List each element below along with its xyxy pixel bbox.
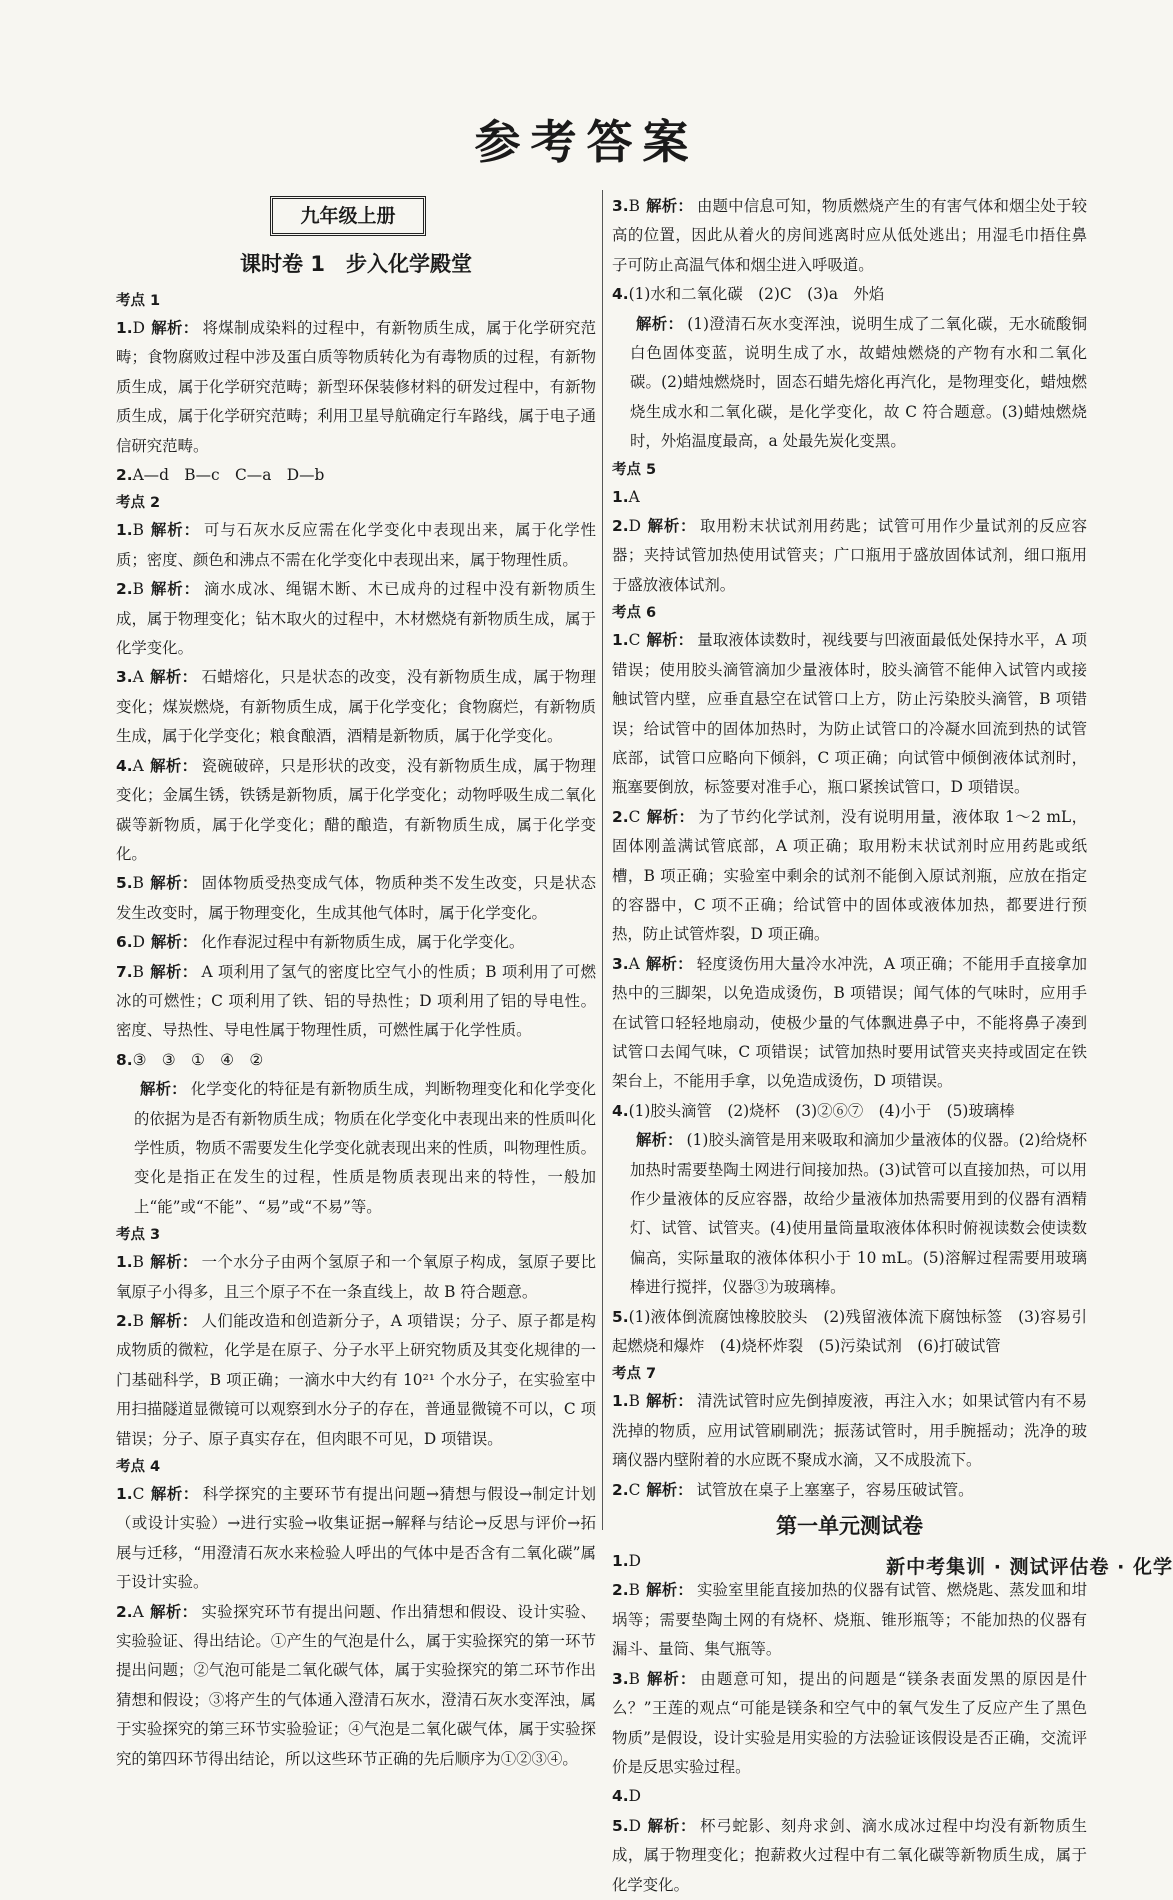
explanation-label: 解析： [149, 1253, 198, 1272]
answer-item [612, 1812, 1087, 1900]
item-answer: D [132, 319, 145, 337]
explanation-label: 解析： [646, 631, 694, 650]
item-number: 4. [612, 1101, 629, 1120]
item-answer: A [132, 668, 144, 687]
item-number: 1. [116, 521, 133, 540]
item-number: 1. [612, 1392, 629, 1411]
item-number: 5. [116, 874, 133, 893]
answer-item [116, 958, 596, 1046]
item-answer: (1)液体倒流腐蚀橡胶胶头 (2)残留液体流下腐蚀标签 (3)容易引起燃烧和爆炸 (4)烧杯炸裂 (5)污染试剂 (6)打破试管 [612, 1307, 1087, 1356]
answer-item [612, 803, 1087, 950]
explanation-label: 解析： [149, 668, 198, 687]
answer-item [116, 928, 596, 957]
explanation-text: A 项利用了氢气的密度比空气小的性质；B 项利用了可燃冰的可燃性；C 项利用了铁、铝的导热性；D 项利用了铝的导电性。密度、导热性、导电性属于物理性质，可燃性属于化学性质。 [116, 962, 596, 1040]
kaodian-heading: 考点 1 [116, 293, 161, 309]
explanation-label: 解析： [149, 1312, 198, 1330]
explanation-text: 瓷碗破碎，只是形状的改变，没有新物质生成，属于物理变化；金属生锈，铁锈是新物质，属于化学变化；动物呼吸生成二氧化碳等新物质，属于化学变化；醋的酿造，有新物质生成，属于化学变化。 [116, 756, 596, 863]
explanation-label: 解析： [140, 1080, 187, 1099]
explanation-label: 解析： [645, 197, 693, 215]
explanation-text: 轻度烫伤用大量冷水冲洗，A 项正确；不能用手直接拿加热中的三脚架，以免造成烫伤，B 项错误；闻气体的气味时，应用手在试管口轻轻地扇动，使极少量的气体飘进鼻子中，不能将鼻子凑到试管口去闻气味，C 项错误；试管加热时要用试管夹夹持或固定在铁架台上，不能用手拿，以免造成烫伤，D 项错误。 [612, 954, 1087, 1091]
item-number: 3. [612, 954, 629, 973]
explanation-text: 由题意可知，提出的问题是“镁条表面发黑的原因是什么？”王莲的观点“可能是镁条和空气中的氧气发生了反应产生了黑色物质”是假设，设计实验是用实验的方法验证该假设是否正确，交流评价是反思实验过程。 [612, 1669, 1087, 1776]
answer-item [612, 626, 1087, 802]
item-answer: C [628, 807, 641, 826]
answer-item [612, 1665, 1087, 1783]
explanation-block [116, 1075, 596, 1222]
item-number: 1. [116, 1485, 133, 1504]
explanation-label: 解析： [149, 521, 200, 540]
explanation-label: 解析： [636, 314, 684, 333]
explanation-label: 解析： [636, 1131, 683, 1150]
item-answer: B [132, 1253, 144, 1272]
footer-series-title: 新中考集训 · 测试评估卷 · 化学 [886, 1556, 1173, 1578]
kaodian-heading: 考点 6 [612, 605, 657, 622]
explanation-text: (1)胶头滴管是用来吸取和滴加少量液体的仪器。(2)给烧杯加热时需要垫陶土网进行间接加热。(3)试管可以直接加热，可以用作少量液体的反应容器，故给少量液体加热需要用到的仪器有酒精灯、试管、试管夹。(4)使用量筒量取液体体积时俯视读数会使读数偏高，实际量取的液体体积小于 10 mL。(5)溶解过程需要用玻璃棒进行搅拌，仪器③为玻璃棒。 [630, 1131, 1087, 1297]
item-number: 4. [612, 1787, 629, 1806]
explanation-text: 可与石灰水反应需在化学变化中表现出来，属于化学性质；密度、颜色和沸点不需在化学变化中表现出来，属于物理性质。 [116, 521, 596, 569]
explanation-label: 解析： [149, 756, 198, 775]
item-number: 4. [612, 285, 629, 304]
item-answer: B [628, 1581, 640, 1600]
item-answer: A [628, 954, 640, 973]
explanation-label: 解析： [149, 1602, 198, 1621]
item-number: 2. [116, 1312, 133, 1330]
answer-item [116, 575, 596, 663]
page-title: 参考答案 [474, 115, 699, 169]
answer-item [612, 1476, 1087, 1505]
explanation-text: 量取液体读数时，视线要与凹液面最低处保持水平，A 项错误；使用胶头滴管滴加少量液体时，胶头滴管不能伸入试管内或接触试管内壁，应垂直悬空在试管口上方，防止污染胶头滴管，B 项错误；给试管中的固体加热时，为防止试管口的冷凝水回流到热的试管底部，试管口应略向下倾斜，C 项正确；向试管中倾倒液体试剂时，瓶塞要倒放，标签要对准手心，瓶口紧挨试管口，D 项错误。 [612, 631, 1087, 797]
item-answer: B [132, 874, 144, 893]
answer-item [116, 869, 596, 928]
explanation-text: 人们能改造和创造新分子，A 项错误；分子、原子都是构成物质的微粒，化学是在原子、分子水平上研究物质及其变化规律的一门基础科学，B 项正确；一滴水中大约有 10²¹ 个水分子，在实验室中用扫描隧道显微镜可以观察到水分子的存在，普通显微镜不可以，C 项错误；分子、原子真实存在，但肉眼不可见，D 项错误。 [116, 1312, 596, 1448]
item-answer: C [628, 631, 641, 650]
explanation-text: 杯弓蛇影、刻舟求剑、滴水成冰过程中均没有新物质生成，属于物理变化；抱薪救火过程中有二氧化碳等新物质生成，属于化学变化。 [612, 1816, 1087, 1894]
answer-item [116, 1480, 596, 1598]
answer-item [116, 1248, 596, 1307]
item-number: 2. [612, 1581, 629, 1600]
kaodian-heading: 考点 2 [116, 495, 161, 512]
item-number: 3. [612, 1669, 629, 1688]
explanation-text: 为了节约化学试剂，没有说明用量，液体取 1～2 mL，固体刚盖满试管底部，A 项正确；取用粉末状试剂时应用药匙或纸槽，B 项正确；实验室中剩余的试剂不能倒入原试剂瓶，应放在指定的容器中，C 项不正确；给试管中的固体或液体加热，都要进行预热，防止试管炸裂，D 项正确。 [612, 807, 1087, 944]
answer-item [612, 1782, 1087, 1811]
explanation-label: 解析： [149, 580, 200, 599]
answer-item [116, 1598, 596, 1774]
item-number: 8. [116, 1050, 133, 1069]
item-answer: D [628, 1552, 641, 1571]
item-answer: C [132, 1485, 145, 1504]
answer-item [116, 752, 596, 870]
grade-label: 九年级上册 [270, 196, 426, 236]
item-number: 5. [612, 1816, 629, 1835]
item-answer: D [628, 1787, 641, 1806]
explanation-label: 解析： [646, 1816, 697, 1835]
item-number: 6. [116, 933, 133, 952]
explanation-text: 固体物质受热变成气体，物质种类不发生改变，只是状态发生改变时，属于物理变化，生成其他气体时，属于化学变化。 [116, 874, 596, 922]
item-answer: (1)水和二氧化碳 (2)C (3)a 外焰 [628, 285, 885, 304]
explanation-label: 解析： [646, 807, 695, 826]
kaodian-heading: 考点 5 [612, 461, 657, 478]
answer-item [612, 192, 1087, 280]
explanation-text: 滴水成冰、绳锯木断、木已成舟的过程中没有新物质生成，属于物理变化；钻木取火的过程中，木材燃烧有新物质生成，属于化学变化。 [116, 580, 596, 658]
kaodian-heading: 考点 3 [116, 1227, 161, 1244]
item-number: 2. [612, 807, 629, 826]
item-number: 1. [116, 319, 133, 337]
answer-item [612, 1303, 1087, 1362]
left-column [116, 190, 596, 1774]
answer-item [116, 1307, 596, 1454]
explanation-label: 解析： [645, 954, 693, 973]
item-number: 2. [612, 1480, 629, 1499]
explanation-label: 解析： [150, 319, 199, 337]
item-number: 2. [612, 517, 629, 536]
answer-item [612, 512, 1087, 600]
item-answer: B [132, 962, 144, 981]
explanation-text: 科学探究的主要环节有提出问题→猜想与假设→制定计划（或设计实验）→进行实验→收集证据→解释与结论→反思与评价→拓展与迁移，“用澄清石灰水来检验人呼出的气体中是否含有二氧化碳”属于设计实验。 [116, 1485, 596, 1592]
item-answer: B [132, 521, 144, 540]
item-answer: (1)胶头滴管 (2)烧杯 (3)②⑥⑦ (4)小于 (5)玻璃棒 [628, 1101, 1015, 1120]
explanation-text: 取用粉末状试剂用药匙；试管可用作少量试剂的反应容器；夹持试管加热使用试管夹；广口瓶用于盛放固体试剂，细口瓶用于盛放液体试剂。 [612, 517, 1087, 594]
answer-item [612, 950, 1087, 1097]
explanation-label: 解析： [149, 962, 198, 981]
answer-item [612, 1387, 1087, 1475]
item-number: 4. [116, 756, 133, 775]
item-answer: A [132, 756, 144, 775]
item-number: 3. [612, 197, 629, 215]
answer-item [116, 461, 596, 490]
explanation-label: 解析： [150, 1485, 199, 1504]
explanation-text: 由题中信息可知，物质燃烧产生的有害气体和烟尘处于较高的位置，因此从着火的房间逃离时应从低处逃出；用湿毛巾捂住鼻子可防止高温气体和烟尘进入呼吸道。 [612, 197, 1087, 274]
explanation-text: 试管放在桌子上塞塞子，容易压破试管。 [696, 1480, 974, 1499]
item-number: 2. [116, 1602, 133, 1621]
answer-item [116, 314, 596, 461]
answer-item [612, 1576, 1087, 1664]
explanation-text: 化作春泥过程中有新物质生成，属于化学变化。 [201, 933, 525, 952]
item-number: 7. [116, 962, 133, 981]
explanation-label: 解析： [150, 933, 198, 952]
explanation-label: 解析： [645, 1581, 693, 1600]
explanation-text: 将煤制成染料的过程中，有新物质生成，属于化学研究范畴；食物腐败过程中涉及蛋白质等物质转化为有毒物质的过程，有新物质生成，属于化学研究范畴；新型环保装修材料的研发过程中，有新物质生成，属于化学研究范畴；利用卫星导航确定行车路线，属于电子通信研究范畴。 [116, 319, 596, 455]
explanation-text: 一个水分子由两个氢原子和一个氧原子构成，氢原子要比氧原子小得多，且三个原子不在一条直线上，故 B 符合题意。 [116, 1253, 596, 1301]
item-number: 1. [612, 487, 629, 506]
item-answer: D [628, 1816, 641, 1835]
right-answer-list [612, 192, 1087, 1900]
kaodian-heading: 考点 4 [116, 1459, 161, 1476]
answer-item [116, 1046, 596, 1075]
item-answer: B [132, 1312, 144, 1330]
item-answer: C [628, 1480, 641, 1499]
answer-item [612, 1097, 1087, 1126]
item-answer: B [132, 580, 144, 599]
left-answer-list [116, 288, 596, 1774]
section-title: 第一单元测试卷 [776, 1514, 923, 1539]
explanation-text: 清洗试管时应先倒掉废液，再注入水；如果试管内有不易洗掉的物质，应用试管刷刷洗；振荡试管时，用手腕摇动；洗净的玻璃仪器内壁附着的水应既不聚成水滴，又不成股流下。 [612, 1392, 1087, 1470]
right-column [612, 192, 1087, 1900]
explanation-label: 解析： [149, 874, 198, 893]
answer-item [116, 516, 596, 575]
explanation-text: 化学变化的特征是有新物质生成，判断物理变化和化学变化的依据为是否有新物质生成；物质在化学变化中表现出来的性质叫化学性质，物质不需要发生化学变化就表现出来的性质，叫物理性质。变化是指正在发生的过程，性质是物质表现出来的特性，一般加上“能”或“不能”、“易”或“不易”等。 [134, 1080, 596, 1216]
answer-item [116, 663, 596, 751]
item-answer: A [132, 1602, 144, 1621]
explanation-text: 实验探究环节有提出问题、作出猜想和假设、设计实验、实验验证、得出结论。①产生的气泡是什么，属于实验探究的第一环节提出问题；②气泡可能是二氧化碳气体，属于实验探究的第二环节作出猜想和假设；③将产生的气体通入澄清石灰水，澄清石灰水变浑浊，属于实验探究的第三环节实验验证；④气泡是二氧化碳气体，属于实验探究的第四环节得出结论，所以这些环节正确的先后顺序为①②③④。 [116, 1602, 596, 1768]
item-answer: ③ ③ ① ④ ② [132, 1050, 264, 1069]
item-answer: D [628, 517, 641, 536]
item-answer: A [628, 487, 640, 506]
explanation-text: (1)澄清石灰水变浑浊，说明生成了二氧化碳，无水硫酸铜白色固体变蓝，说明生成了水，故蜡烛燃烧的产物有水和二氧化碳。(2)蜡烛燃烧时，固态石蜡先熔化再汽化，是物理变化，蜡烛燃烧生成水和二氧化碳，是化学变化，故 C 符合题意。(3)蜡烛燃烧时，外焰温度最高，a 处最先炭化变黑。 [630, 314, 1087, 451]
item-number: 3. [116, 668, 133, 687]
item-number: 1. [612, 631, 629, 650]
explanation-label: 解析： [645, 1669, 697, 1688]
answer-item [612, 483, 1087, 512]
explanation-label: 解析： [646, 1480, 693, 1499]
column-divider [602, 190, 603, 1530]
answer-item [612, 280, 1087, 309]
lesson-title: 课时卷 1 步入化学殿堂 [240, 252, 472, 276]
item-number: 5. [612, 1307, 629, 1326]
item-answer: A—d B—c C—a D—b [132, 466, 325, 485]
explanation-block [612, 1126, 1087, 1302]
explanation-label: 解析： [646, 517, 697, 536]
item-answer: D [132, 933, 145, 952]
item-number: 2. [116, 580, 133, 599]
kaodian-heading: 考点 7 [612, 1366, 657, 1383]
item-number: 1. [116, 1253, 133, 1272]
explanation-text: 石蜡熔化，只是状态的改变，没有新物质生成，属于物理变化；煤炭燃烧，有新物质生成，属于化学变化；食物腐烂，有新物质生成，属于化学变化；粮食酿酒，酒精是新物质，属于化学变化。 [116, 668, 596, 746]
explanation-block [612, 310, 1087, 457]
item-answer: B [628, 1392, 640, 1411]
item-answer: B [628, 1669, 640, 1688]
item-answer: B [628, 197, 640, 215]
item-number: 1. [612, 1552, 629, 1571]
explanation-label: 解析： [645, 1392, 693, 1411]
item-number: 2. [116, 466, 133, 485]
explanation-text: 实验室里能直接加热的仪器有试管、燃烧匙、蒸发皿和坩埚等；需要垫陶土网的有烧杯、烧瓶、锥形瓶等；不能加热的仪器有漏斗、量筒、集气瓶等。 [612, 1581, 1087, 1659]
